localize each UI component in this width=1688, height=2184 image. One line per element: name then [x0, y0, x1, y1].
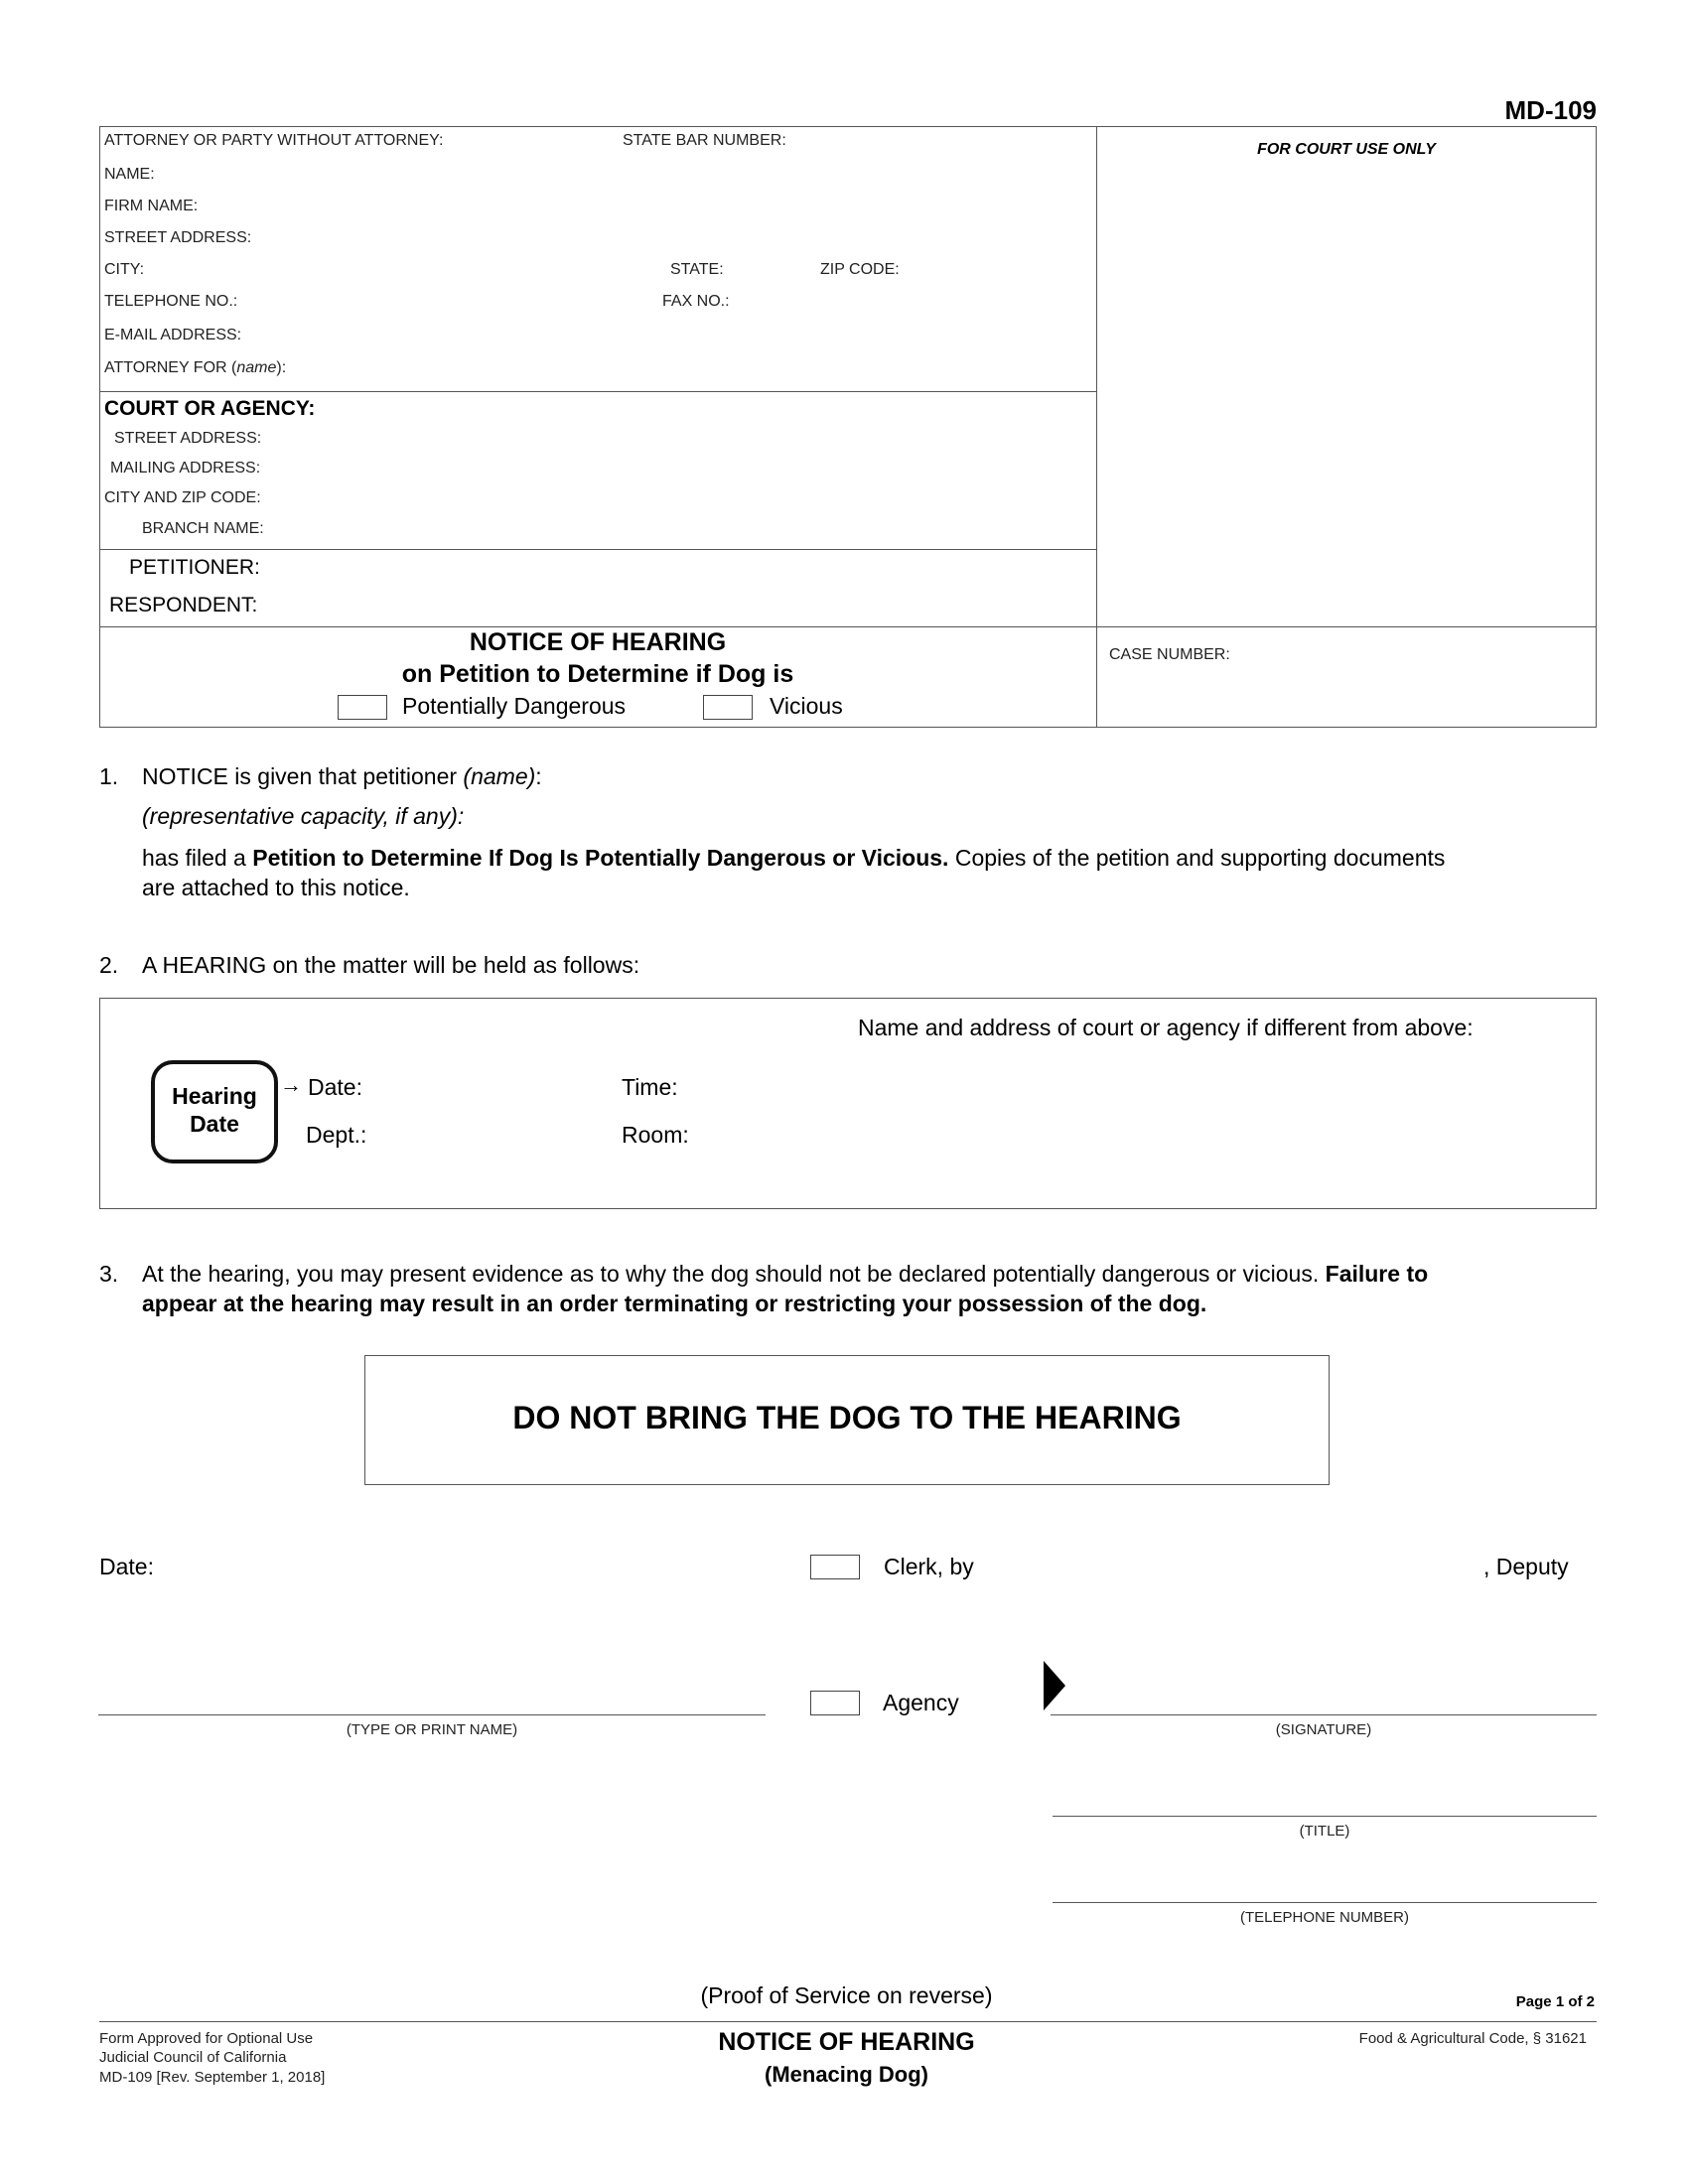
approved-line2: Judicial Council of California	[99, 2049, 287, 2066]
item2-number: 2.	[99, 952, 119, 978]
signature-line[interactable]	[1051, 1714, 1597, 1715]
court-branch-label: BRANCH NAME:	[142, 520, 264, 537]
arrow-icon: →	[280, 1072, 302, 1097]
print-name-line[interactable]	[98, 1714, 766, 1715]
approved-line1: Form Approved for Optional Use	[99, 2030, 314, 2047]
hearing-date-label: Date:	[308, 1074, 362, 1100]
item1-filed-line2: are attached to this notice.	[142, 875, 410, 900]
hearing-dept-label: Dept.:	[306, 1122, 367, 1148]
item1-text-a: NOTICE is given that petitioner	[142, 763, 464, 789]
proof-of-service: (Proof of Service on reverse)	[700, 1982, 993, 2008]
attorney-for-label	[104, 359, 286, 377]
item1-text-end: :	[535, 763, 542, 789]
footer-rule	[99, 2021, 1597, 2022]
attorney-for-italic: name	[236, 359, 277, 376]
telephone-label: (TELEPHONE NUMBER)	[1239, 1909, 1410, 1926]
firm-label: FIRM NAME:	[104, 198, 199, 214]
potentially-dangerous-checkbox[interactable]	[338, 695, 387, 720]
title-line[interactable]	[1053, 1816, 1597, 1817]
signature-label: (SIGNATURE)	[1275, 1721, 1372, 1738]
hearing-time-label: Time:	[622, 1074, 678, 1100]
attorney-label: ATTORNEY OR PARTY WITHOUT ATTORNEY:	[104, 132, 444, 149]
petitioner-label: PETITIONER:	[129, 556, 260, 579]
vicious-checkbox[interactable]	[703, 695, 753, 720]
name-label: NAME:	[104, 166, 155, 183]
item3-number: 3.	[99, 1261, 119, 1287]
email-label: E-MAIL ADDRESS:	[104, 327, 242, 343]
parties-title-divider	[99, 626, 1597, 627]
state-bar-label: STATE BAR NUMBER:	[623, 132, 786, 149]
state-label: STATE:	[670, 261, 724, 278]
hearing-room-label: Room:	[622, 1122, 689, 1148]
item1-filed-bold: Petition to Determine If Dog Is Potentially Dangerous or Vicious.	[252, 845, 949, 871]
hearing-date-badge	[151, 1060, 278, 1163]
clerk-label: Clerk, by	[884, 1554, 974, 1579]
item1-filed-text	[142, 843, 1602, 873]
respondent-label: RESPONDENT:	[109, 594, 258, 616]
title-label: (TITLE)	[1299, 1823, 1350, 1840]
item3-text	[142, 1259, 1602, 1289]
zip-label: ZIP CODE:	[820, 261, 900, 278]
item1-rep-capacity: (representative capacity, if any):	[142, 803, 465, 829]
item3-bold-a: Failure to	[1325, 1261, 1429, 1287]
badge-line2: Date	[190, 1111, 239, 1137]
item3-text-a: At the hearing, you may present evidence as to why the dog should not be declared potentially dangerous or vicious.	[142, 1261, 1326, 1287]
item1-notice-text	[142, 761, 542, 791]
telephone-label: TELEPHONE NO.:	[104, 293, 238, 310]
street-label: STREET ADDRESS:	[104, 229, 252, 246]
fax-label: FAX NO.:	[662, 293, 730, 310]
court-parties-divider	[99, 549, 1096, 550]
warning-text: DO NOT BRING THE DOG TO THE HEARING	[512, 1400, 1182, 1435]
form-title-subline: on Petition to Determine if Dog is	[401, 660, 794, 688]
item1-number: 1.	[99, 763, 119, 789]
court-street-label: STREET ADDRESS:	[114, 430, 262, 447]
court-cityzip-label: CITY AND ZIP CODE:	[104, 489, 261, 506]
clerk-checkbox[interactable]	[810, 1555, 860, 1579]
city-label: CITY:	[104, 261, 145, 278]
item3-bold-b: appear at the hearing may result in an order terminating or restricting your possession of the dog.	[142, 1291, 1207, 1316]
caption-divider	[1096, 126, 1097, 728]
signature-arrow-shape	[1044, 1661, 1065, 1710]
agency-label: Agency	[883, 1690, 959, 1715]
potentially-dangerous-label: Potentially Dangerous	[402, 693, 627, 719]
form-id: MD-109	[1504, 95, 1597, 125]
footer-title: NOTICE OF HEARING	[718, 2028, 975, 2056]
item1-name-italic: (name)	[463, 763, 536, 789]
item1-filed-a: has filed a	[142, 845, 253, 871]
court-mailing-label: MAILING ADDRESS:	[110, 460, 261, 477]
print-name-label: (TYPE OR PRINT NAME)	[346, 1721, 518, 1738]
form-title: NOTICE OF HEARING	[469, 628, 727, 656]
item2-text: A HEARING on the matter will be held as follows:	[142, 952, 640, 978]
statute-code: Food & Agricultural Code, § 31621	[1358, 2030, 1587, 2047]
deputy-label: , Deputy	[1483, 1554, 1569, 1579]
signature-arrow-icon	[1044, 1661, 1067, 1710]
vicious-label: Vicious	[770, 693, 843, 719]
alt-court-label: Name and address of court or agency if different from above:	[858, 1015, 1474, 1040]
case-number-label: CASE NUMBER:	[1109, 646, 1230, 663]
sig-date-label: Date:	[99, 1554, 154, 1579]
court-use-label: FOR COURT USE ONLY	[1257, 141, 1436, 158]
item1-filed-b: Copies of the petition and supporting documents	[948, 845, 1446, 871]
attorney-for-end: ):	[276, 359, 287, 376]
court-label: COURT OR AGENCY:	[104, 397, 316, 420]
approved-line3: MD-109 [Rev. September 1, 2018]	[99, 2069, 326, 2086]
badge-line1: Hearing	[172, 1083, 257, 1109]
footer-subtitle: (Menacing Dog)	[765, 2062, 928, 2087]
page-number: Page 1 of 2	[1515, 1993, 1595, 2010]
attorney-court-divider	[99, 391, 1096, 392]
telephone-line[interactable]	[1053, 1902, 1597, 1903]
attorney-for-text: ATTORNEY FOR (	[104, 359, 237, 376]
agency-checkbox[interactable]	[810, 1691, 860, 1715]
